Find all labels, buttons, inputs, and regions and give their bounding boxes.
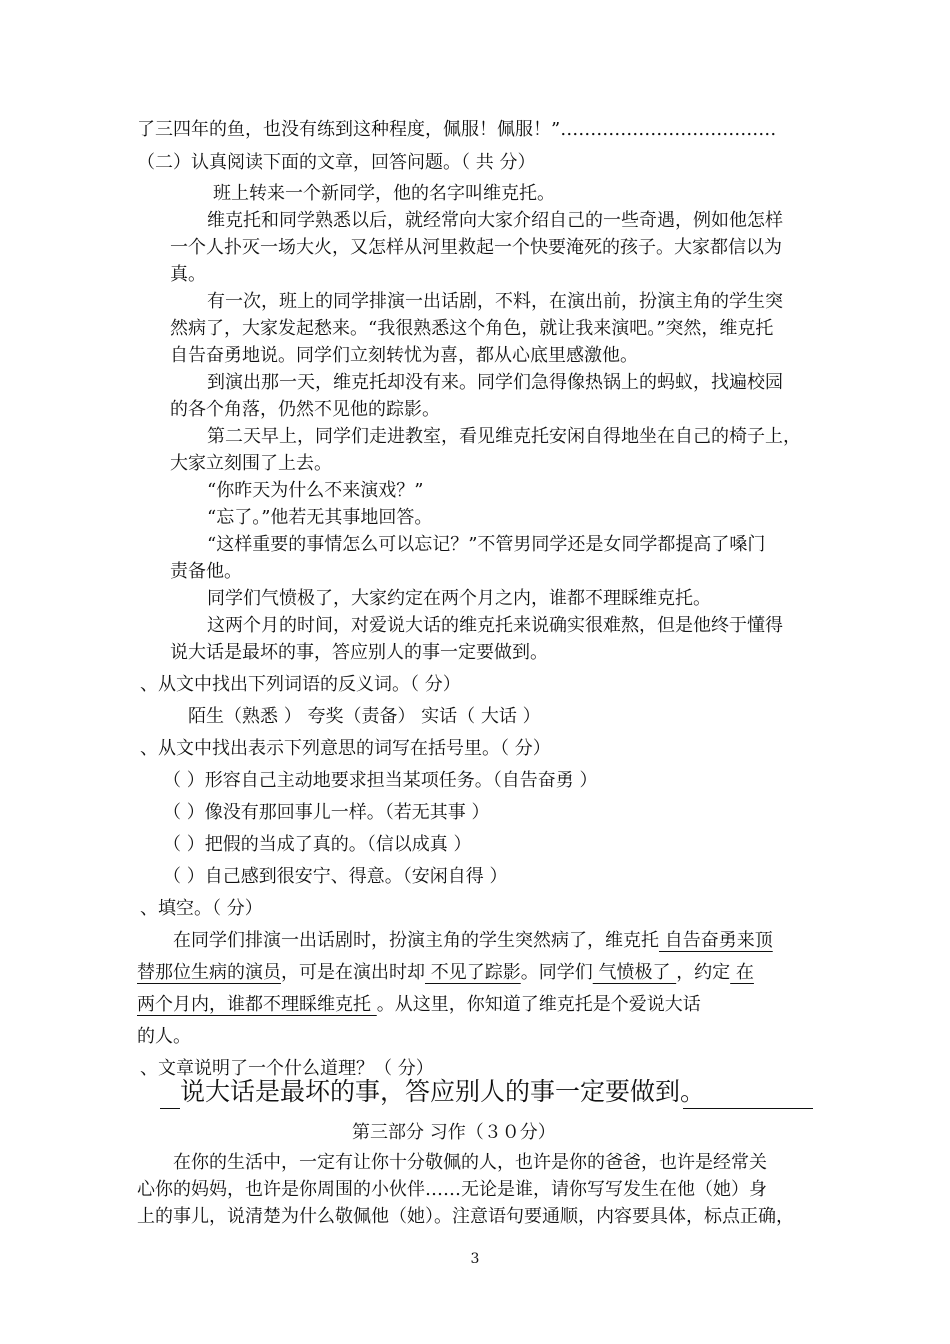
- answer-underline: [160, 1108, 180, 1109]
- story-line: “这样重要的事情怎么可以忘记？”不管男同学还是女同学都提高了嗓门: [207, 534, 766, 555]
- question-1: 、从文中找出下列词语的反义词。（ 分）: [140, 674, 461, 695]
- text-line: 了三四年的鱼，也没有练到这种程度，佩服！佩服！”………………………………: [137, 119, 777, 140]
- story-line: 然病了，大家发起愁来。“我很熟悉这个角色，就让我来演吧。”突然，维克托: [170, 318, 774, 339]
- fill-blank-line: 的人。: [137, 1026, 191, 1047]
- fill-text: 。同学们: [520, 962, 593, 983]
- answer-underline: [683, 1108, 813, 1109]
- question-2-item: （ ）形容自己主动地要求担当某项任务。（自告奋勇 ）: [163, 770, 598, 791]
- story-line: 有一次，班上的同学排演一出话剧，不料，在演出前，扮演主角的学生突: [207, 291, 783, 312]
- question-1-answer: 陌生（熟悉 ） 夸奖（责备） 实话（ 大话 ）: [188, 706, 541, 727]
- story-line: 一个人扑灭一场大火，又怎样从河里救起一个快要淹死的孩子。大家都信以为: [170, 237, 782, 258]
- question-2-item: （ ）像没有那回事儿一样。（若无其事 ）: [163, 802, 490, 823]
- story-line: 真。: [170, 264, 206, 285]
- section-heading: （二）认真阅读下面的文章，回答问题。（ 共 分）: [137, 152, 536, 173]
- story-line: 说大话是最坏的事，答应别人的事一定要做到。: [170, 642, 548, 663]
- question-4: 、文章说明了一个什么道理？（ 分）: [140, 1058, 434, 1079]
- story-line: 第二天早上，同学们走进教室，看见维克托安闲自得地坐在自己的椅子上，: [207, 426, 801, 447]
- fill-blank-line: [137, 993, 701, 1017]
- story-line: 维克托和同学熟悉以后，就经常向大家介绍自己的一些奇遇，例如他怎样: [207, 210, 783, 231]
- story-line: 自告奋勇地说。同学们立刻转忧为喜，都从心底里感激他。: [170, 345, 638, 366]
- fill-answer: 两个月内，谁都不理睬维克托: [137, 994, 377, 1015]
- story-line: 的各个角落，仍然不见他的踪影。: [170, 399, 440, 420]
- fill-text: ，可是在演出时却: [281, 962, 425, 983]
- fill-answer: 自告奋勇来顶: [659, 930, 773, 951]
- story-line: 大家立刻围了上去。: [170, 453, 332, 474]
- fill-answer: 替那位生病的演员: [137, 962, 281, 983]
- question-2-item: （ ）把假的当成了真的。（信以成真 ）: [163, 834, 472, 855]
- story-line: “忘了。”他若无其事地回答。: [207, 507, 433, 528]
- fill-answer: 不见了踪影: [425, 962, 521, 983]
- question-3: 、填空。（ 分）: [140, 898, 263, 919]
- part-heading: 第三部分 习作（３０分）: [352, 1122, 556, 1143]
- question-4-answer: 说大话是最坏的事，答应别人的事一定要做到。: [180, 1077, 706, 1106]
- question-2: 、从文中找出表示下列意思的词写在括号里。（ 分）: [140, 738, 551, 759]
- story-line: 到演出那一天，维克托却没有来。同学们急得像热锅上的蚂蚁，找遍校园: [207, 372, 783, 393]
- fill-blank-line: [137, 961, 754, 985]
- question-2-item: （ ）自己感到很安宁、得意。（安闲自得 ）: [163, 866, 508, 887]
- story-line: 这两个月的时间，对爱说大话的维克托来说确实很难熬，但是他终于懂得: [207, 615, 783, 636]
- prompt-line: 在你的生活中，一定有让你十分敬佩的人，也许是你的爸爸，也许是经常关: [173, 1152, 767, 1173]
- prompt-line: 心你的妈妈，也许是你周围的小伙伴……无论是谁，请你写写发生在他（她）身: [137, 1179, 767, 1200]
- fill-answer: 气愤极了: [592, 962, 677, 983]
- page-number: 3: [470, 1251, 480, 1267]
- fill-blank-line: [173, 929, 773, 953]
- fill-text: 在同学们排演一出话剧时，扮演主角的学生突然病了，维克托: [173, 930, 659, 951]
- fill-answer: 在: [730, 962, 754, 983]
- fill-text: ，约定: [676, 962, 731, 983]
- fill-text: 。从这里，你知道了维克托是个爱说大话: [376, 994, 701, 1015]
- story-line: 同学们气愤极了，大家约定在两个月之内，谁都不理睬维克托。: [207, 588, 711, 609]
- story-line: “你昨天为什么不来演戏？”: [207, 480, 424, 501]
- prompt-line: 上的事儿，说清楚为什么敬佩他（她）。注意语句要通顺，内容要具体，标点正确，: [137, 1206, 794, 1227]
- story-line: 责备他。: [170, 561, 242, 582]
- story-line: 班上转来一个新同学，他的名字叫维克托。: [213, 183, 555, 204]
